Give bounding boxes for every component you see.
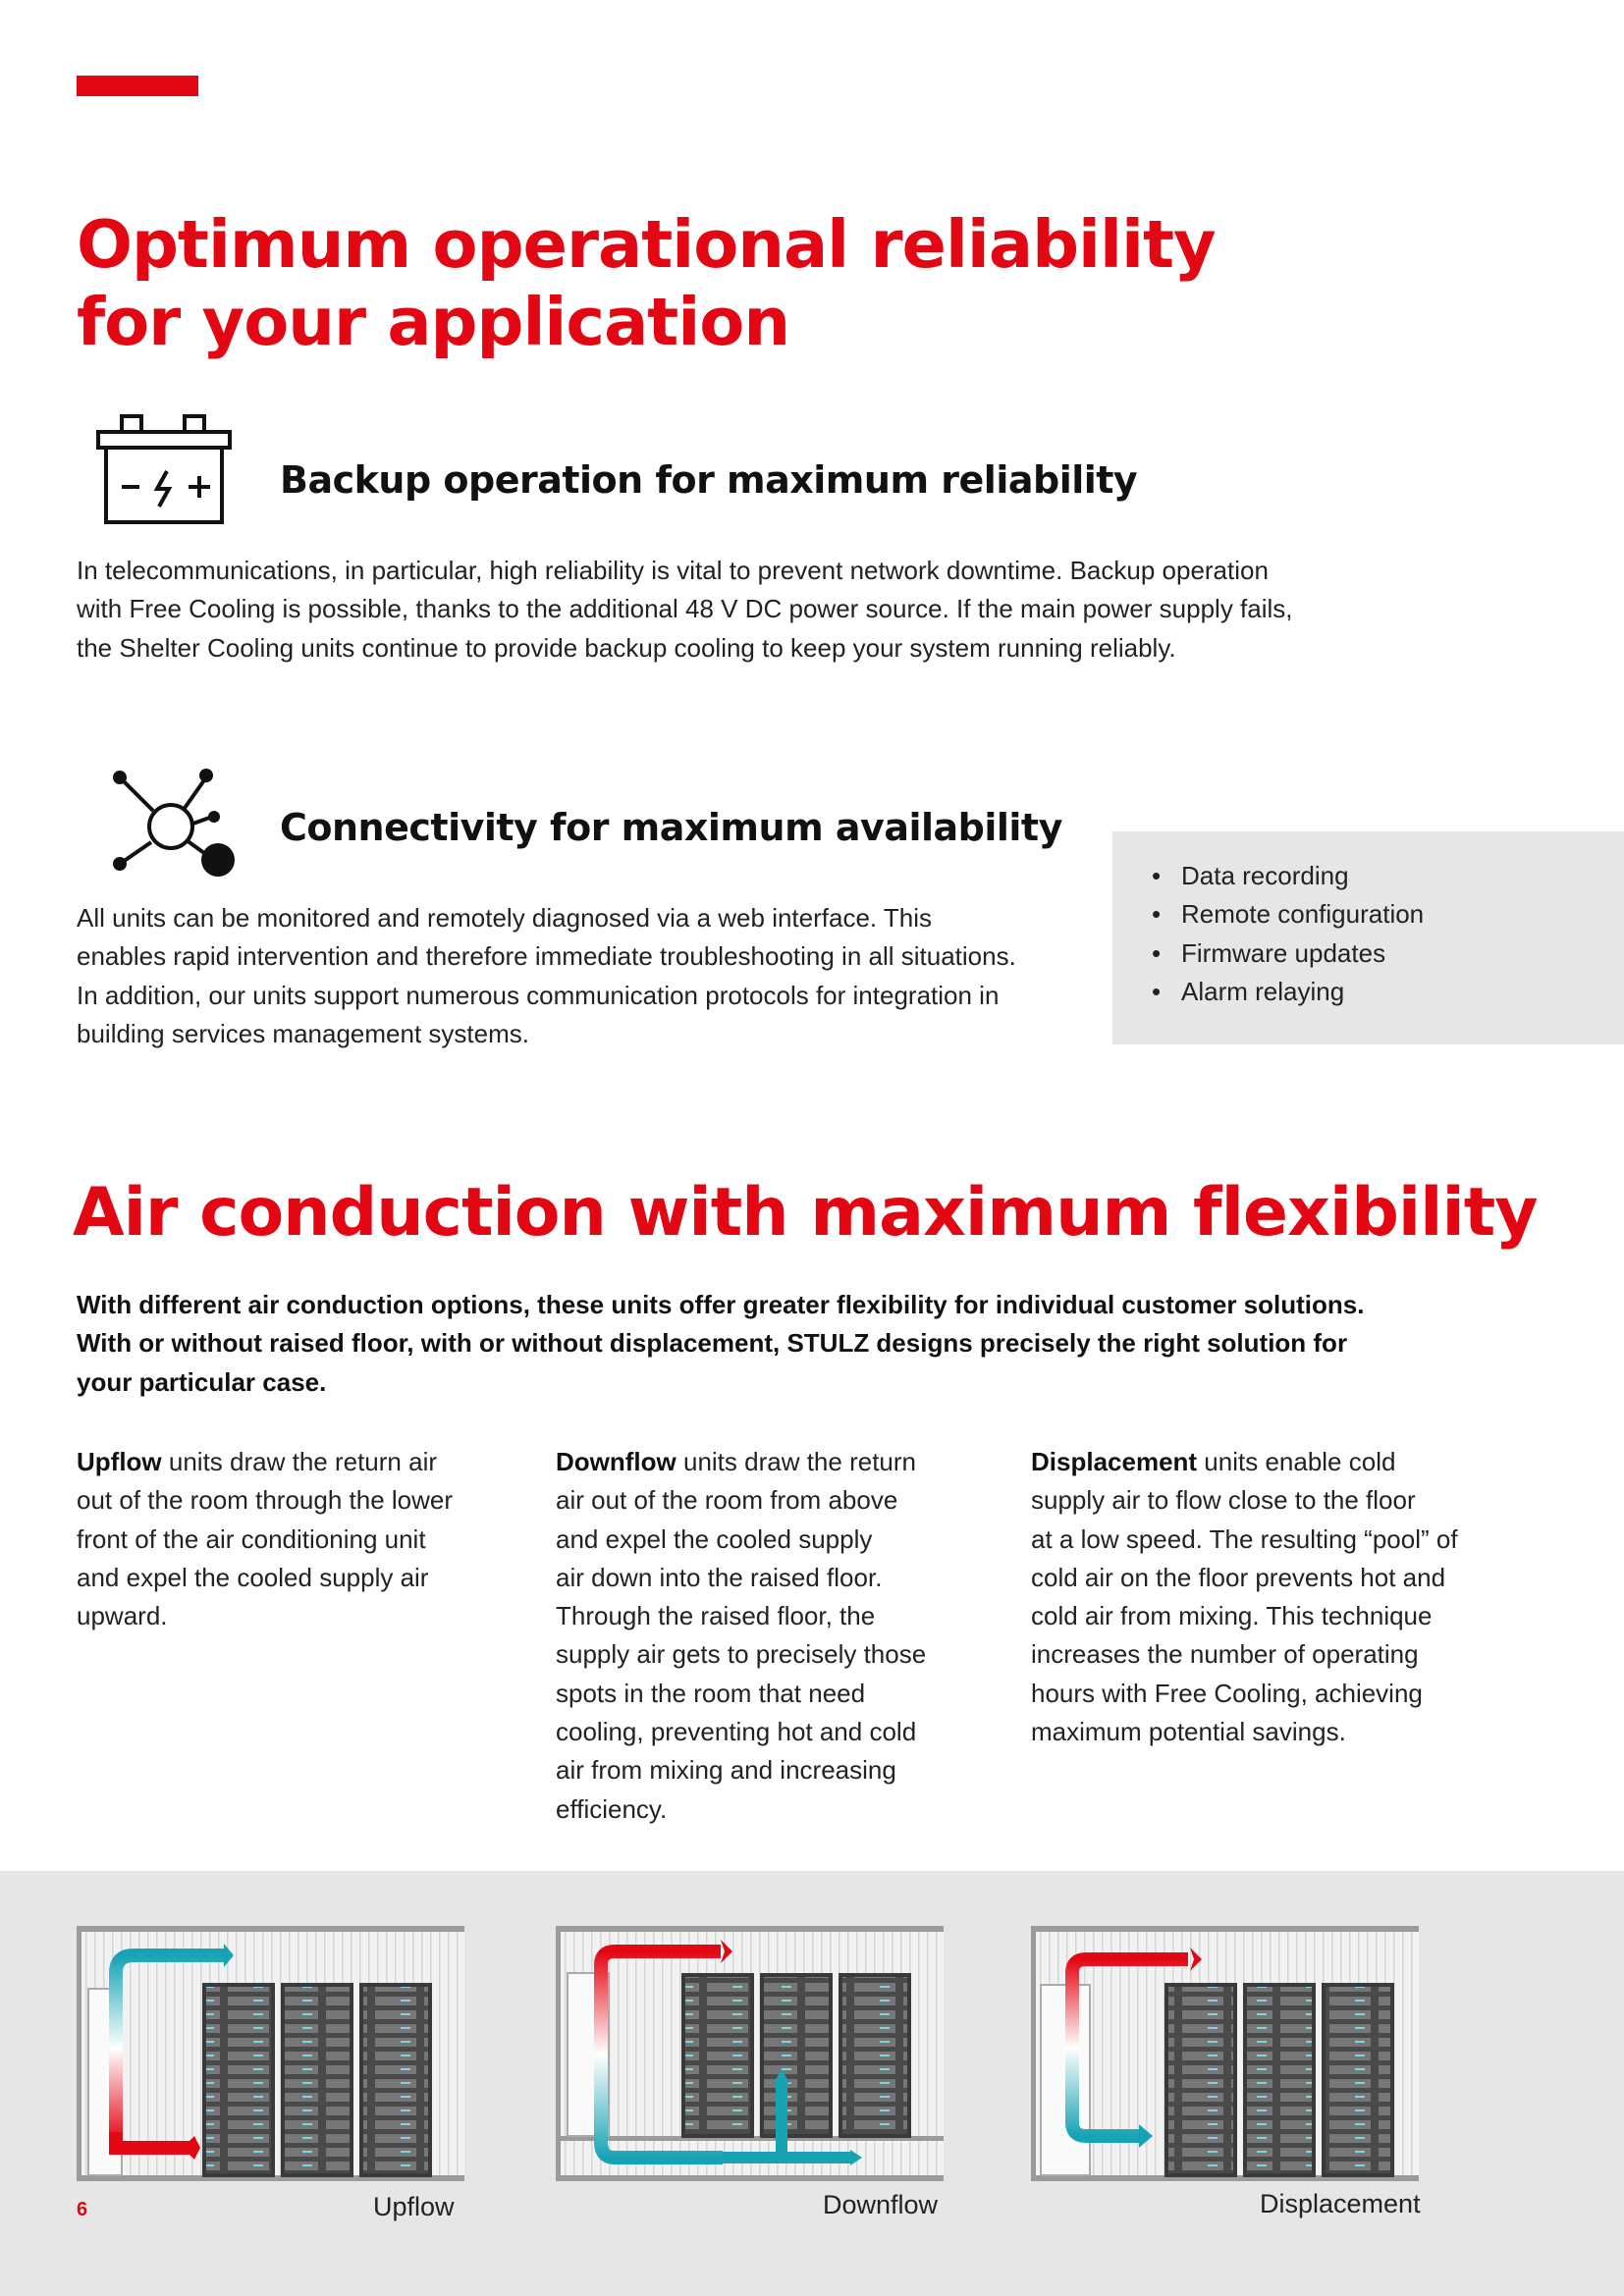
backup-title: Backup operation for maximum reliability <box>280 458 1138 502</box>
backup-description <box>77 552 1373 667</box>
network-icon <box>108 766 240 878</box>
col-line: and expel the cooled supply <box>556 1523 873 1554</box>
connectivity-title: Connectivity for maximum availability <box>280 806 1062 849</box>
col-line: spots in the room that need <box>556 1678 866 1708</box>
col-line: increases the number of operating <box>1031 1639 1419 1670</box>
col-line: Through the raised floor, the <box>556 1601 876 1631</box>
air-intro <box>77 1286 1471 1402</box>
displacement-diagram <box>1031 1926 1419 2181</box>
col-line: air down into the raised floor. <box>556 1562 883 1592</box>
downflow-text <box>556 1443 968 1829</box>
col-line: cooling, preventing hot and cold <box>556 1717 917 1747</box>
col-line: air out of the room from above <box>556 1485 898 1516</box>
accent-bar <box>77 76 198 96</box>
col-text: units draw the return air <box>161 1447 438 1476</box>
col-line: out of the room through the lower <box>77 1485 454 1516</box>
feature-item: • Alarm relaying <box>1152 973 1624 1011</box>
displacement-lead: Displacement <box>1031 1447 1198 1476</box>
downflow-lead: Downflow <box>556 1447 677 1476</box>
feature-item: • Data recording <box>1152 857 1624 895</box>
feature-item: • Remote configuration <box>1152 895 1624 934</box>
upflow-text <box>77 1443 489 1635</box>
feature-item: • Firmware updates <box>1152 934 1624 973</box>
col-line: and expel the cooled supply air <box>77 1562 429 1592</box>
col-text: units enable cold <box>1197 1447 1396 1476</box>
col-line: supply air gets to precisely those <box>556 1639 927 1670</box>
backup-line: with Free Cooling is possible, thanks to the additional 48 V DC power source. If the main power supply fails, <box>77 594 1293 624</box>
connectivity-line: All units can be monitored and remotely diagnosed via a web interface. This <box>77 903 933 933</box>
intro-line: your particular case. <box>77 1366 327 1397</box>
battery-icon <box>94 412 236 526</box>
backup-line: In telecommunications, in particular, high reliability is vital to prevent network downtime. Backup operation <box>77 556 1269 585</box>
connectivity-line: In addition, our units support numerous communication protocols for integration in <box>77 980 1000 1010</box>
intro-line: With different air conduction options, these units offer greater flexibility for individual customer solutions. <box>77 1290 1365 1319</box>
col-line: air from mixing and increasing <box>556 1755 896 1786</box>
intro-line: With or without raised floor, with or without displacement, STULZ designs precisely the right solution for <box>77 1328 1348 1359</box>
backup-line: the Shelter Cooling units continue to provide backup cooling to keep your system running reliably. <box>77 632 1176 663</box>
displacement-text <box>1031 1443 1483 1751</box>
upflow-diagram <box>77 1926 464 2181</box>
col-line: at a low speed. The resulting “pool” of <box>1031 1523 1458 1554</box>
connectivity-line: enables rapid intervention and therefore immediate troubleshooting in all situations. <box>77 941 1016 972</box>
downflow-caption: Downflow <box>823 2190 939 2219</box>
upflow-caption: Upflow <box>373 2192 455 2221</box>
displacement-caption: Displacement <box>1260 2189 1421 2218</box>
connectivity-description <box>77 899 1068 1053</box>
col-line: efficiency. <box>556 1793 668 1824</box>
col-text: units draw the return <box>676 1447 916 1476</box>
connectivity-line: building services management systems. <box>77 1018 529 1048</box>
col-line: upward. <box>77 1601 168 1631</box>
page-title-line-2: for your application <box>77 284 790 360</box>
col-line: maximum potential savings. <box>1031 1717 1346 1747</box>
section-heading-air: Air conduction with maximum flexibility <box>73 1174 1538 1252</box>
col-line: cold air on the floor prevents hot and <box>1031 1562 1446 1592</box>
downflow-diagram <box>556 1926 944 2181</box>
page-number: 6 <box>77 2199 88 2220</box>
feature-list <box>1112 831 1624 1011</box>
col-line: supply air to flow close to the floor <box>1031 1485 1416 1516</box>
feature-list-box <box>1112 831 1624 1044</box>
upflow-lead: Upflow <box>77 1447 162 1476</box>
page-title-line-1: Optimum operational reliability <box>77 206 1216 283</box>
col-line: front of the air conditioning unit <box>77 1523 426 1554</box>
col-line: cold air from mixing. This technique <box>1031 1601 1433 1631</box>
col-line: hours with Free Cooling, achieving <box>1031 1678 1423 1708</box>
